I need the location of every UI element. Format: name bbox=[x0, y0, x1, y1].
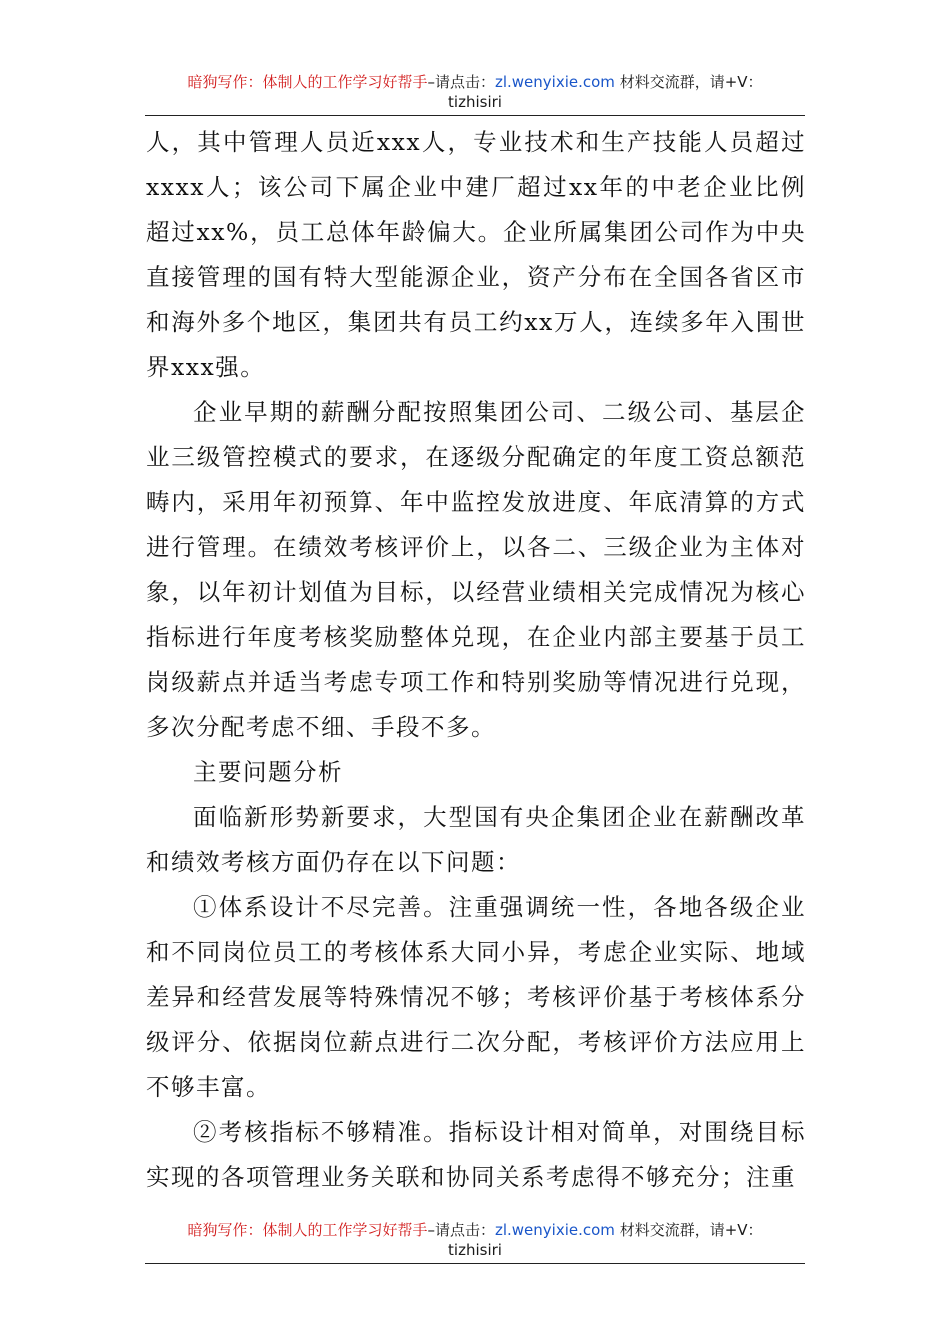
header-link[interactable]: zl.wenyixie.com bbox=[494, 73, 615, 91]
header-banner bbox=[140, 72, 810, 112]
footer-banner bbox=[140, 1220, 810, 1260]
header-tail-text: 材料交流群，请+V： bbox=[619, 73, 763, 91]
document-body bbox=[146, 120, 806, 1200]
section-heading: 主要问题分析 bbox=[193, 758, 343, 786]
footer-wechat-id: tizhisiri bbox=[448, 1241, 502, 1259]
footer-tail-text: 材料交流群，请+V： bbox=[619, 1221, 763, 1239]
header-divider bbox=[145, 115, 805, 116]
footer-divider bbox=[145, 1263, 805, 1264]
header-prompt-text: –请点击： bbox=[427, 73, 495, 91]
paragraph-continued: 人，其中管理人员近xxx人，专业技术和生产技能人员超过xxxx人；该公司下属企业中建厂超过xx年的中老企业比例超过xx%，员工总体年龄偏大。企业所属集团公司作为中央直接管理的国有特大型能源企业，资产分布在全国各省区市和海外多个地区，集团共有员工约xx万人，连续多年入围世界xxx强。 bbox=[146, 128, 806, 381]
paragraph-problem-1: ①体系设计不尽完善。注重强调统一性，各地各级企业和不同岗位员工的考核体系大同小异，考虑企业实际、地域差异和经营发展等特殊情况不够；考核评价基于考核体系分级评分、依据岗位薪点进行二次分配，考核评价方法应用上不够丰富。 bbox=[146, 893, 806, 1101]
footer-link[interactable]: zl.wenyixie.com bbox=[494, 1221, 615, 1239]
header-brand-text: 暗狗写作：体制人的工作学习好帮手 bbox=[187, 73, 428, 91]
paragraph-problem-2: ②考核指标不够精准。指标设计相对简单，对围绕目标实现的各项管理业务关联和协同关系考虑得不够充分；注重 bbox=[146, 1118, 806, 1191]
footer-brand-text: 暗狗写作：体制人的工作学习好帮手 bbox=[187, 1221, 428, 1239]
paragraph-salary-history: 企业早期的薪酬分配按照集团公司、二级公司、基层企业三级管控模式的要求，在逐级分配确定的年度工资总额范畴内，采用年初预算、年中监控发放进度、年底清算的方式进行管理。在绩效考核评价上，以各二、三级企业为主体对象，以年初计划值为目标，以经营业绩相关完成情况为核心指标进行年度考核奖励整体兑现，在企业内部主要基于员工岗级薪点并适当考虑专项工作和特别奖励等情况进行兑现，多次分配考虑不细、手段不多。 bbox=[146, 398, 806, 741]
paragraph-problems-intro: 面临新形势新要求，大型国有央企集团企业在薪酬改革和绩效考核方面仍存在以下问题： bbox=[146, 803, 806, 876]
header-wechat-id: tizhisiri bbox=[448, 93, 502, 111]
footer-prompt-text: –请点击： bbox=[427, 1221, 495, 1239]
